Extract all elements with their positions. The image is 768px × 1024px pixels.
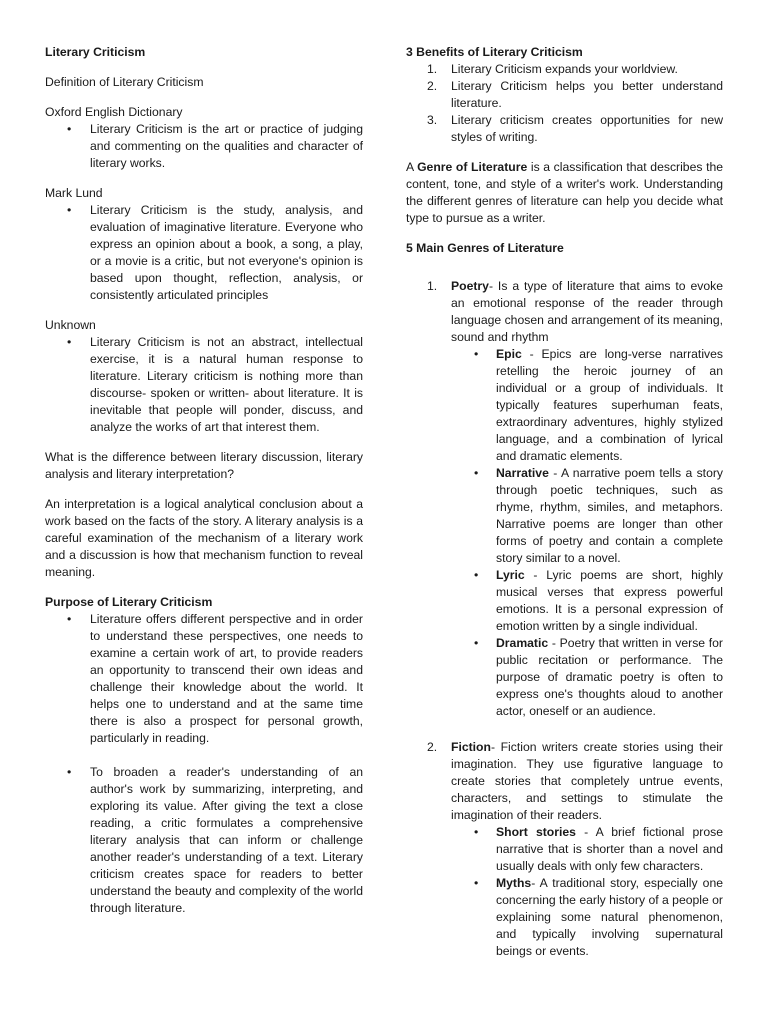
difference-question: What is the difference between literary discussion, literary analysis and literary interpretation?	[45, 450, 363, 481]
genre-name: Poetry	[451, 279, 489, 293]
genre-description: - Is a type of literature that aims to evoke an emotional response of the reader through language chosen and arrangement of its meaning, sound and rhythm	[451, 279, 723, 344]
subgenre-myths	[451, 875, 723, 960]
genre-fiction	[406, 739, 723, 960]
genre-description: - Fiction writers create stories using their imagination. They use figurative language to create stories that completely untrue events, characters, and settings to stimulate the imagination of their readers.	[451, 740, 723, 822]
subgenre-description: - Lyric poems are short, highly musical verses that express powerful emotions. It is a personal expression of emotion written by a single individual.	[496, 568, 723, 633]
subgenre-name: Narrative	[496, 466, 549, 480]
source-oxford: Oxford English Dictionary	[45, 105, 183, 119]
subgenre-short-stories	[451, 824, 723, 875]
genre-def-term: Genre of Literature	[417, 160, 528, 174]
genre-number: 2.	[427, 740, 438, 754]
fiction-subgenres	[451, 824, 723, 960]
document-title: Literary Criticism	[45, 45, 146, 59]
oxford-definition-list	[45, 121, 363, 172]
lund-definition: • Literary Criticism is the study, analysis, and evaluation of imaginative literature. Everyone who express an opinion about a book, a song, a play, or a movie is a critic, but not everyone's opinion is based upon thought, reflection, analysis, or consistently articulated principles	[45, 202, 363, 304]
genre-poetry	[406, 278, 723, 720]
purpose-item: • To broaden a reader's understanding of an author's work by summarizing, interpreting, and exploring its value. After giving the text a close reading, a critic formulates a comprehensive literary analysis that can inform or challenge another reader's understanding of a text. Literary criticism creates space for readers to better understand the beauty and complexity of the world through literature.	[45, 764, 363, 917]
oxford-definition: • Literary Criticism is the art or practice of judging and commenting on the qualities and character of literary works.	[45, 121, 363, 172]
benefit-item	[406, 78, 723, 112]
unknown-definition: • Literary Criticism is not an abstract, intellectual exercise, it is a natural human response to literature. Literary criticism is nothing more than discourse- spoken or written- about literature. It is inevitable that people will ponder, discuss, and analyze the works of art that interest them.	[45, 334, 363, 436]
benefit-item	[406, 61, 723, 78]
benefit-text: Literary Criticism helps you better understand literature.	[451, 79, 723, 110]
subgenre-name: Dramatic	[496, 636, 549, 650]
subgenre-name: Short stories	[496, 825, 576, 839]
subgenre-dramatic	[451, 635, 723, 720]
subgenre-narrative	[451, 465, 723, 567]
benefit-number: 1.	[427, 62, 438, 76]
benefit-item	[406, 112, 723, 146]
right-column	[406, 44, 723, 960]
purpose-heading: Purpose of Literary Criticism	[45, 595, 213, 609]
source-unknown: Unknown	[45, 318, 96, 332]
benefits-list	[406, 61, 723, 146]
subgenre-description: - A brief fictional prose narrative that is shorter than a novel and usually deals with only few characters.	[496, 825, 723, 873]
benefit-text: Literary criticism creates opportunities for new styles of writing.	[451, 113, 723, 144]
subgenre-name: Myths	[496, 876, 532, 890]
left-column	[45, 44, 363, 917]
source-mark-lund: Mark Lund	[45, 186, 103, 200]
difference-answer: An interpretation is a logical analytical conclusion about a work based on the facts of the story. A literary analysis is a careful examination of the mechanism of a literary work and a discussion is how that mechanism function to reveal meaning.	[45, 497, 363, 579]
benefit-text: Literary Criticism expands your worldview.	[451, 62, 678, 76]
definition-heading: Definition of Literary Criticism	[45, 75, 204, 89]
purpose-item: • Literature offers different perspective and in order to understand these perspectives, one needs to examine a certain work of art, to provide readers an opportunity to transcend their own ideas and challenge their knowledge about the world. It helps one to understand and at the same time there is also a prospect for personal growth, particularly in reading.	[45, 611, 363, 747]
subgenre-name: Epic	[496, 347, 522, 361]
genre-def-pre: A	[406, 160, 418, 174]
benefit-number: 3.	[427, 113, 438, 127]
subgenre-name: Lyric	[496, 568, 525, 582]
subgenre-lyric	[451, 567, 723, 635]
benefit-number: 2.	[427, 79, 438, 93]
subgenre-epic	[451, 346, 723, 465]
genre-number: 1.	[427, 279, 438, 293]
unknown-definition-list	[45, 334, 363, 436]
genre-name: Fiction	[451, 740, 491, 754]
subgenre-description: - A narrative poem tells a story through poetic techniques, such as rhyme, rhythm, similes, and metaphors. Narrative poems are longer than other forms of poetry and contain a complete story similar to a novel.	[496, 466, 723, 565]
genre-def-post: is a classification that describes the content, tone, and style of a writer's work. Understanding the different genres of literature can help you decide what type to pursue as a writer.	[406, 160, 724, 225]
purpose-list	[45, 611, 363, 917]
genres-list	[406, 278, 723, 960]
subgenre-description: - Epics are long-verse narratives retelling the heroic journey of an individual or a group of individuals. It typically features superhuman feats, extraordinary adventures, highly stylized language, and a combination of lyrical and dramatic elements.	[496, 347, 723, 463]
benefits-heading: 3 Benefits of Literary Criticism	[406, 45, 583, 59]
lund-definition-list	[45, 202, 363, 304]
subgenre-description: - Poetry that written in verse for public recitation or performance. The purpose of dramatic poetry is often to express one's thoughts aloud to another actor, oneself or an audience.	[496, 636, 723, 718]
subgenre-description: - A traditional story, especially one concerning the early history of a people or explaining some natural phenomenon, and typically involving supernatural beings or events.	[496, 876, 723, 958]
genres-heading: 5 Main Genres of Literature	[406, 241, 564, 255]
genre-definition	[406, 159, 723, 227]
poetry-subgenres	[451, 346, 723, 720]
